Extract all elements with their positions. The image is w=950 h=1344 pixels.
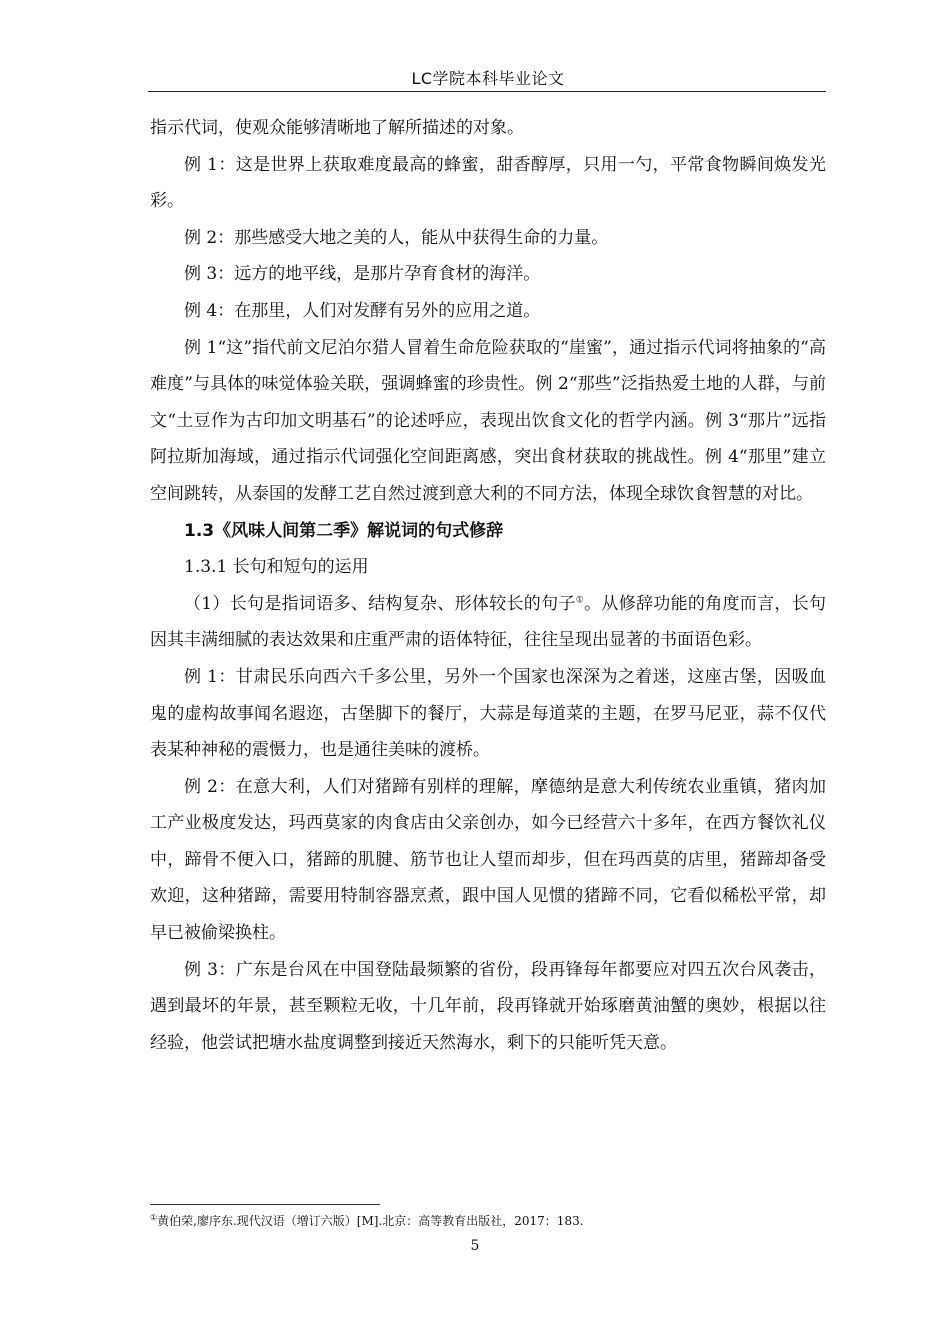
- analysis-paragraph: 例 1“这”指代前文尼泊尔猎人冒着生命危险获取的“崖蜜”，通过指示代词将抽象的“高难度”与具体的味觉体验关联，强调蜂蜜的珍贵性。例 2“那些”泛指热爱土地的人群，与前文“土豆作为古印加文明基石”的论述呼应，表现出饮食文化的哲学内涵。例 3“那片”远指阿拉斯加海域，通过指示代词强化空间距离感，突出食材获取的挑战性。例 4“那里”建立空间跳转，从泰国的发酵工艺自然过渡到意大利的不同方法，体现全球饮食智慧的对比。: [150, 337, 826, 504]
- footnote-rule: [150, 1204, 380, 1205]
- footnote-ref: ①: [575, 595, 585, 606]
- section-heading: 1.3《风味人间第二季》解说词的句式修辞: [184, 520, 504, 541]
- header-rule: [148, 91, 826, 92]
- example-paragraph: 例 3：广东是台风在中国登陆最频繁的省份，段再锋每年都要应对四五次台风袭击，遇到最坏的年景，甚至颗粒无收，十几年前，段再锋就开始琢磨黄油蟹的奥妙，根据以往经验，他尝试把塘水盐度调整到接近天然海水，剩下的只能听凭天意。: [150, 959, 826, 1053]
- body-text: [150, 110, 826, 1061]
- example-paragraph: 例 3：远方的地平线，是那片孕育食材的海洋。: [184, 264, 541, 285]
- paragraph: 指示代词，使观众能够清晰地了解所描述的对象。: [150, 118, 524, 138]
- example-paragraph: 例 1：甘肃民乐向西六千多公里，另外一个国家也深深为之着迷，这座古堡，因吸血鬼的虚构故事闻名遐迩，古堡脚下的餐厅，大蒜是每道菜的主题，在罗马尼亚，蒜不仅代表某种神秘的震慑力，也是通往美味的渡桥。: [150, 666, 826, 761]
- page-number: 5: [470, 1238, 480, 1254]
- definition-text: （1）长句是指词语多、结构复杂、形体较长的句子: [184, 593, 576, 614]
- example-paragraph: 例 2：在意大利，人们对猪蹄有别样的理解，摩德纳是意大利传统农业重镇，猪肉加工产业极度发达，玛西莫家的肉食店由父亲创办，如今已经营六十多年，在西方餐饮礼仪中，蹄骨不便入口，猪蹄的肌腱、筋节也让人望而却步，但在玛西莫的店里，猪蹄却备受欢迎，这种猪蹄，需要用特制容器烹煮，跟中国人见惯的猪蹄不同，它看似稀松平常，却早已被偷梁换柱。: [150, 776, 826, 944]
- footnote-mark: ①: [150, 1213, 158, 1222]
- subsection-heading: 1.3.1 长句和短句的运用: [184, 557, 369, 578]
- definition-paragraph: [150, 586, 826, 659]
- example-paragraph: 例 1：这是世界上获取难度最高的蜂蜜，甜香醇厚，只用一勺，平常食物瞬间焕发光彩。: [150, 154, 826, 212]
- footnote-text: 黄伯荣,廖序东.现代汉语（增订六版）[M].北京：高等教育出版社，2017：183.: [157, 1214, 584, 1228]
- example-paragraph: 例 2：那些感受大地之美的人，能从中获得生命的力量。: [184, 227, 609, 248]
- footnote: [150, 1212, 584, 1229]
- definition-text-continued: 。从修辞功能的角度而言，长句因其丰满细腻的表达效果和庄重严肃的语体特征，往往呈现出显著的书面语色彩。: [150, 593, 826, 651]
- example-paragraph: 例 4：在那里，人们对发酵有另外的应用之道。: [184, 300, 541, 321]
- running-header: LC学院本科毕业论文: [411, 69, 565, 88]
